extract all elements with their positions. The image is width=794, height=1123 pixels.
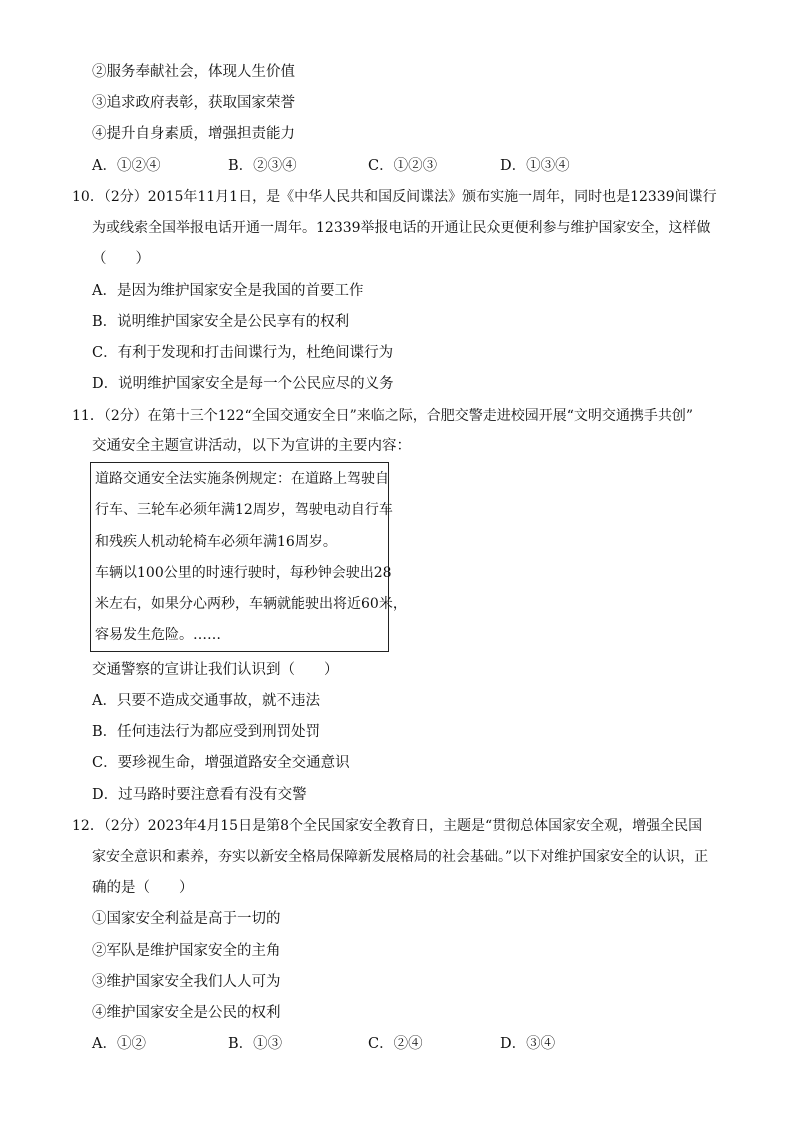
q11-material-line-5: 米左右，如果分心两秒，车辆就能驶出将近60米，: [95, 596, 407, 612]
q11-option-b[interactable]: B．任何违法行为都应受到刑罚处罚: [92, 724, 321, 740]
q9-option-c[interactable]: C．①②③: [368, 158, 438, 174]
q10-option-d[interactable]: D．说明维护国家安全是每一个公民应尽的义务: [92, 376, 394, 392]
q11-material-line-3: 和残疾人机动轮椅车必须年满16周岁。: [95, 534, 337, 550]
q12-stem-line-1: 12．（2分）2023年4月15日是第8个全民国家安全教育日，主题是“贯彻总体国家安全观，增强全民国: [72, 818, 703, 834]
q12-item-1: ①国家安全利益是高于一切的: [92, 911, 281, 927]
q12-item-4: ④维护国家安全是公民的权利: [92, 1005, 281, 1021]
q11-material-box: [90, 462, 407, 652]
q10-stem-line-3: （ ）: [92, 251, 150, 267]
q11-material-line-4: 车辆以100公里的时速行驶时，每秒钟会驶出28: [95, 565, 392, 581]
q9-item-4: ④提升自身素质，增强担责能力: [92, 126, 295, 142]
q11-material-line-2: 行车、三轮车必须年满12周岁，驾驶电动自行车: [95, 502, 393, 518]
q10-option-c[interactable]: C．有利于发现和打击间谍行为，杜绝间谍行为: [92, 345, 394, 361]
q11-option-d[interactable]: D．过马路时要注意看有没有交警: [92, 787, 307, 803]
q9-option-a[interactable]: A．①②④: [92, 158, 161, 174]
q12-option-d[interactable]: D．③④: [500, 1036, 556, 1052]
q12-option-b[interactable]: B．①③: [228, 1036, 283, 1052]
q11-stem-line-3: 交通警察的宣讲让我们认识到（ ）: [92, 662, 339, 678]
q11-stem-line-2: 交通安全主题宣讲活动，以下为宣讲的主要内容：: [92, 438, 411, 454]
q9-item-2: ②服务奉献社会，体现人生价值: [92, 64, 295, 80]
q9-option-d[interactable]: D．①③④: [500, 158, 570, 174]
q11-material-line-1: 道路交通安全法实施条例规定：在道路上驾驶自: [95, 471, 389, 487]
q12-stem-line-3: 确的是（ ）: [92, 880, 194, 896]
q12-option-a[interactable]: A．①②: [92, 1036, 146, 1052]
q11-material-line-6: 容易发生危险。……: [95, 627, 221, 643]
q12-option-c[interactable]: C．②④: [368, 1036, 423, 1052]
q11-stem-line-1: 11．（2分）在第十三个122“全国交通安全日”来临之际，合肥交警走进校园开展“文明交通携手共创”: [72, 408, 694, 424]
q11-option-c[interactable]: C．要珍视生命，增强道路安全交通意识: [92, 755, 350, 771]
q11-option-a[interactable]: A．只要不造成交通事故，就不违法: [92, 693, 320, 709]
q10-option-a[interactable]: A．是因为维护国家安全是我国的首要工作: [92, 283, 364, 299]
q10-option-b[interactable]: B．说明维护国家安全是公民享有的权利: [92, 314, 350, 330]
q12-item-2: ②军队是维护国家安全的主角: [92, 943, 281, 959]
q9-option-b[interactable]: B．②③④: [228, 158, 297, 174]
q10-stem-line-2: 为或线索全国举报电话开通一周年。12339举报电话的开通让民众更便利参与维护国家安全，这样做: [92, 220, 711, 236]
q12-item-3: ③维护国家安全我们人人可为: [92, 974, 281, 990]
q9-item-3: ③追求政府表彰，获取国家荣誉: [92, 95, 295, 111]
q12-stem-line-2: 家安全意识和素养，夯实以新安全格局保障新发展格局的社会基础。”以下对维护国家安全的认识，正: [92, 849, 709, 865]
q10-stem-line-1: 10．（2分）2015年11月1日，是《中华人民共和国反间谍法》颁布实施一周年，同时也是12339间谍行: [72, 189, 717, 205]
